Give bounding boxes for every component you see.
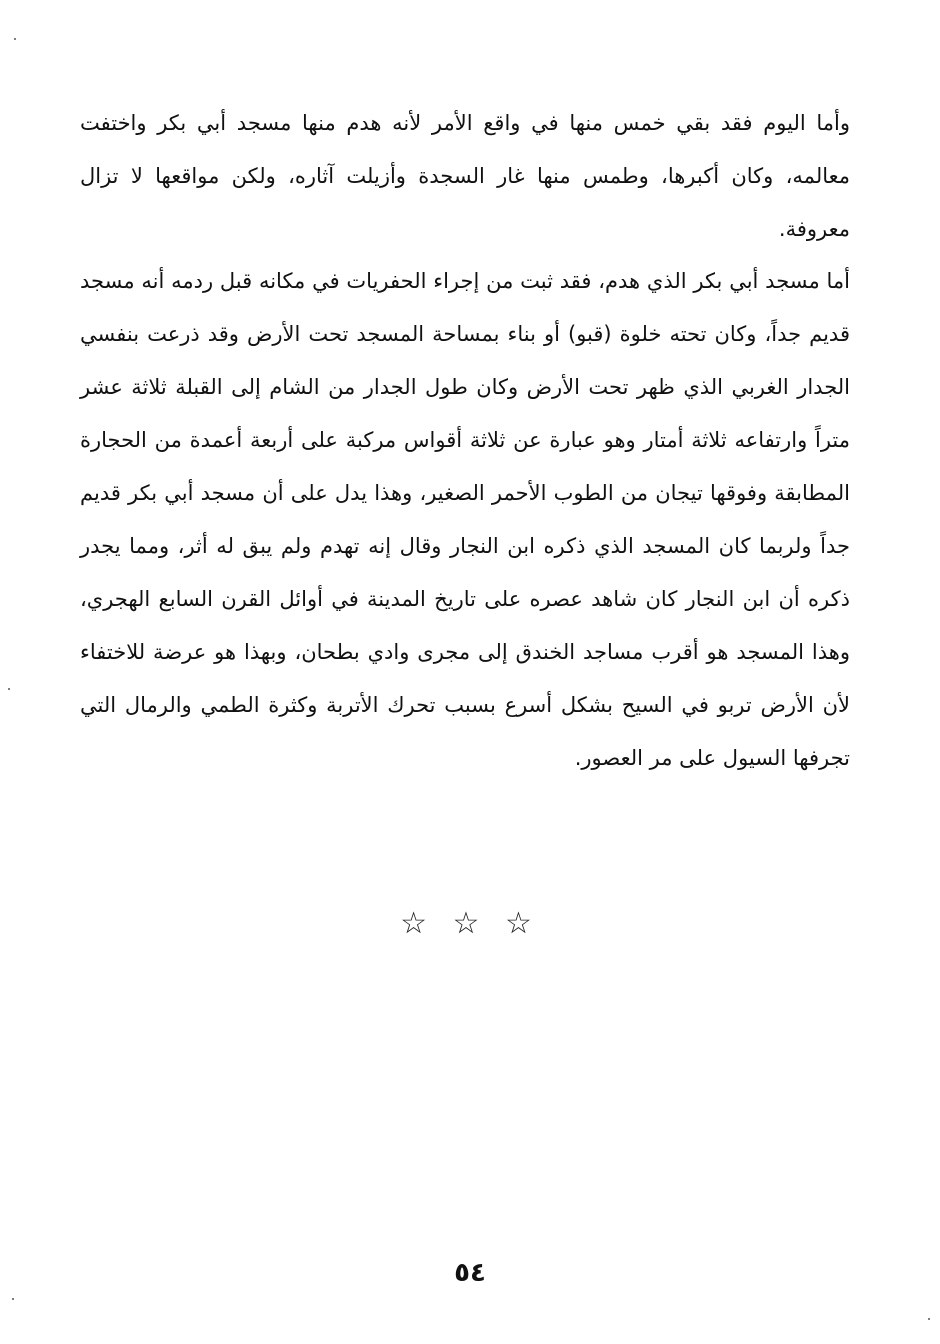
scan-speck xyxy=(14,38,16,40)
paragraph-1: وأما اليوم فقد بقي خمس منها في واقع الأمر لأنه هدم منها مسجد أبي بكر واختفت معالمه، وكان أكبرها، وطمس منها غار السجدة وأزيلت آثاره، ولكن مواقعها لا تزال معروفة. xyxy=(80,111,850,241)
section-separator: ☆ ☆ ☆ xyxy=(400,906,540,941)
scan-speck xyxy=(8,688,10,690)
scan-speck xyxy=(12,1298,14,1300)
paragraph-2: أما مسجد أبي بكر الذي هدم، فقد ثبت من إجراء الحفريات في مكانه قبل ردمه أنه مسجد قديم جداً، وكان تحته خلوة (قبو) أو بناء بمساحة المسجد تحت الأرض وقد ذرعت بنفسي الجدار الغربي الذي ظهر تحت الأرض وكان طول الجدار من الشام إلى القبلة ثلاثة عشر متراً وارتفاعه ثلاثة أمتار وهو عبارة عن ثلاثة أقواس مركبة على أربعة أعمدة من الحجارة المطابقة وفوقها تيجان من الطوب الأحمر الصغير، وهذا يدل على أن مسجد أبي بكر قديم جداً ولربما كان المسجد الذي ذكره ابن النجار وقال إنه تهدم ولم يبق له أثر، ومما يجدر ذكره أن ابن النجار كان شاهد عصره على تاريخ المدينة في أوائل القرن السابع الهجري، وهذا المسجد هو أقرب مساجد الخندق إلى مجرى وادي بطحان، وبهذا هو عرضة للاختفاء لأن الأرض تربو في السيح بشكل أسرع بسبب تحرك الأتربة وكثرة الطمي والرمال التي تجرفها السيول على مر العصور. xyxy=(80,269,850,770)
scan-speck xyxy=(928,1318,930,1320)
page-number: ٥٤ xyxy=(454,1258,486,1288)
